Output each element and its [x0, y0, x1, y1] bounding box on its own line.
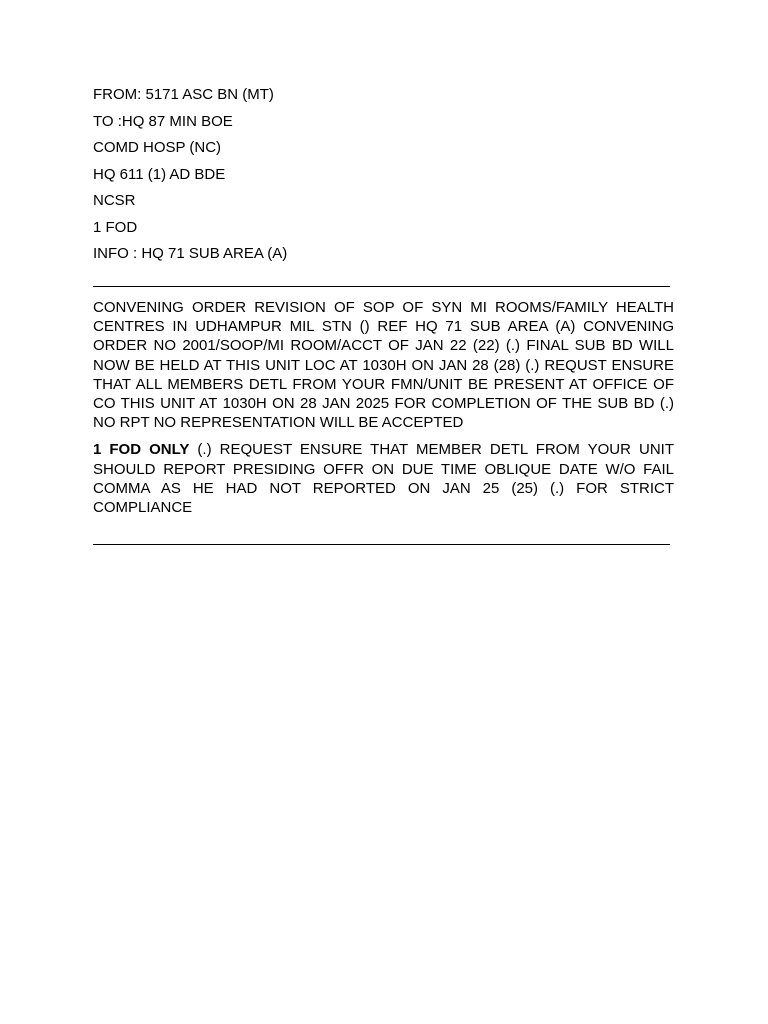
addressee-line: NCSR — [93, 192, 136, 209]
paragraph-2-lead: 1 FOD ONLY — [93, 441, 190, 459]
signal-message-document — [93, 86, 674, 545]
addressee-line: COMD HOSP (NC) — [93, 139, 222, 156]
bottom-divider — [93, 544, 670, 545]
from-line: FROM: 5171 ASC BN (MT) — [93, 86, 274, 103]
info-line: INFO : HQ 71 SUB AREA (A) — [93, 245, 288, 262]
addressee-line: HQ 611 (1) AD BDE — [93, 165, 226, 183]
to-line: TO :HQ 87 MIN BOE — [93, 112, 233, 130]
paragraph-2-text: (.) REQUEST ENSURE THAT MEMBER DETL FROM YOUR UNIT SHOULD REPORT PRESIDING OFFR ON DUE TIME OBLIQUE DATE W/O FAIL COMMA AS HE HAD NOT REPORTED ON JAN 25 (25) (.) FOR STRICT COMPLIANCE — [93, 441, 674, 517]
top-divider — [93, 286, 670, 287]
body-paragraph-1: CONVENING ORDER REVISION OF SOP OF SYN MI ROOMS/FAMILY HEALTH CENTRES IN UDHAMPUR MIL STN () REF HQ 71 SUB AREA (A) CONVENING ORDER NO 2001/SOOP/MI ROOM/ACCT OF JAN 22 (22) (.) FINAL SUB BD WILL NOW BE HELD AT THIS UNIT LOC AT 1030H ON JAN 28 (28) (.) REQUST ENSURE THAT ALL MEMBERS DETL FROM YOUR FMN/UNIT BE PRESENT AT OFFICE OF CO THIS UNIT AT 1030H ON 28 JAN 2025 FOR COMPLETION OF THE SUB BD (.) NO RPT NO REPRESENTATION WILL BE ACCEPTED — [93, 299, 674, 432]
body-paragraph-2 — [93, 440, 674, 517]
addressee-line: 1 FOD — [93, 218, 138, 236]
